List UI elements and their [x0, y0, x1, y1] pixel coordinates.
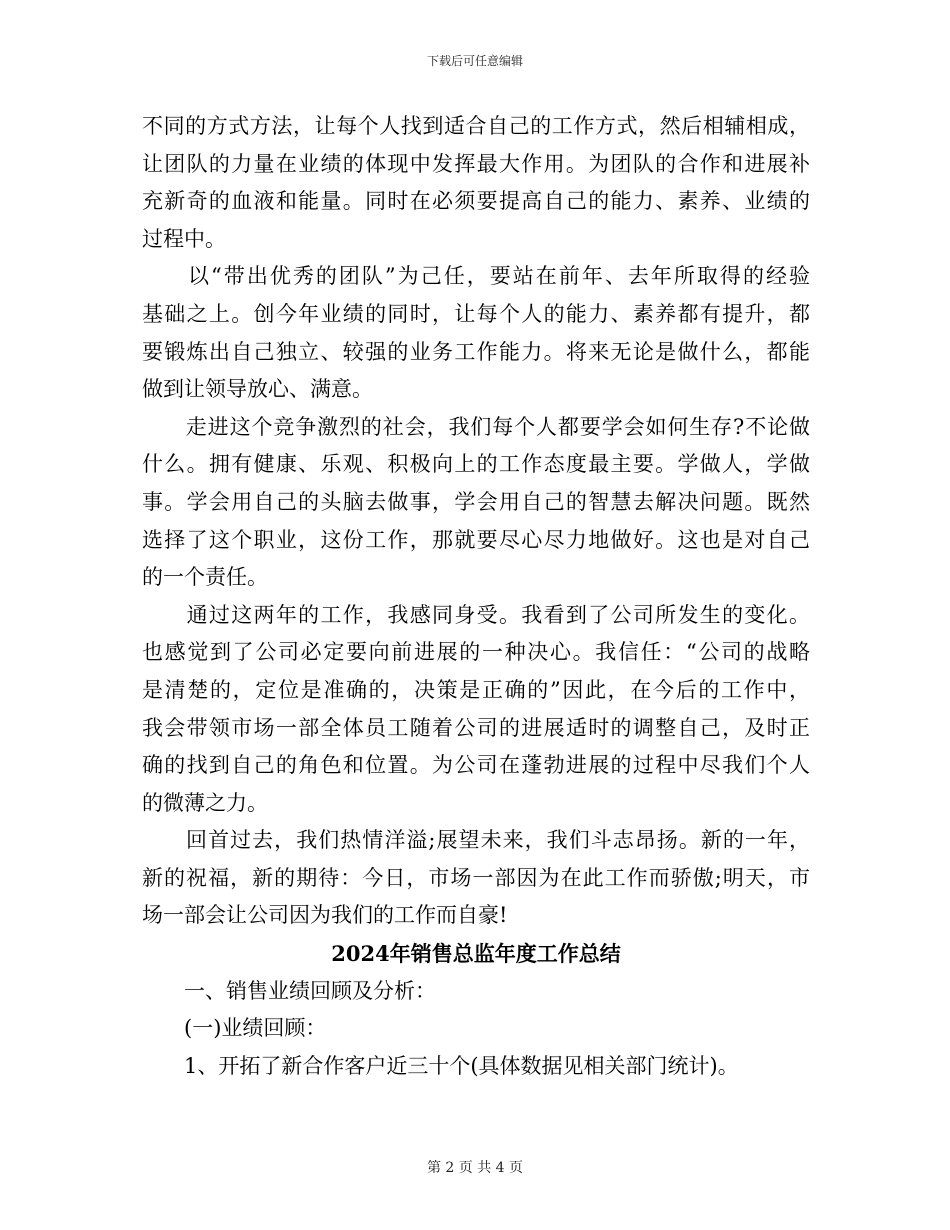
text-line: 场一部会让公司因为我们的工作而自豪! — [142, 903, 508, 928]
text-line: 不同的方式方法，让每个人找到适合自己的工作方式，然后相辅相成， — [142, 114, 810, 138]
text-line: 充新奇的血液和能量。同时在必须要提高自己的能力、素养、业绩的 — [142, 189, 810, 214]
text-line: 过程中。 — [142, 226, 226, 251]
text-line: 基础之上。创今年业绩的同时，让每个人的能力、素养都有提升，都 — [142, 301, 810, 326]
document-body — [142, 108, 810, 1085]
text-line: 新的祝福，新的期待：今日，市场一部因为在此工作而骄傲;明天，市 — [142, 865, 810, 890]
text-line: 通过这两年的工作，我感同身受。我看到了公司所发生的变化。 — [142, 602, 810, 627]
page-header: 下载后可任意编辑 — [426, 54, 523, 68]
text-line: 什么。拥有健康、乐观、积极向上的工作态度最主要。学做人，学做 — [142, 452, 810, 477]
text-line: 让团队的力量在业绩的体现中发挥最大作用。为团队的合作和进展补 — [142, 151, 810, 176]
text-line: 要锻炼出自己独立、较强的业务工作能力。将来无论是做什么，都能 — [142, 339, 810, 364]
text-line: 也感觉到了公司必定要向前进展的一种决心。我信任：“公司的战略 — [142, 640, 810, 665]
text-line: 事。学会用自己的头脑去做事，学会用自己的智慧去解决问题。既然 — [142, 489, 810, 514]
text-line: 1、开拓了新合作客户近三十个(具体数据见相关部门统计)。 — [142, 1053, 739, 1078]
section-title: 2024年销售总监年度工作总结 — [331, 941, 621, 967]
text-line: 走进这个竞争激烈的社会，我们每个人都要学会如何生存?不论做 — [142, 414, 810, 439]
text-line: 确的找到自己的角色和位置。为公司在蓬勃进展的过程中尽我们个人 — [142, 753, 810, 778]
text-line: 的微薄之力。 — [142, 790, 268, 815]
text-line: 我会带领市场一部全体员工随着公司的进展适时的调整自己，及时正 — [142, 715, 810, 740]
text-line: 做到让领导放心、满意。 — [142, 377, 373, 402]
text-line: 以“带出优秀的团队”为己任，要站在前年、去年所取得的经验 — [142, 264, 810, 289]
text-line: 一、销售业绩回顾及分析： — [142, 978, 436, 1003]
text-line: 是清楚的，定位是准确的，决策是正确的”因此，在今后的工作中， — [142, 677, 810, 702]
page-footer: 第 2 页 共 4 页 — [426, 1160, 524, 1176]
text-line: 回首过去，我们热情洋溢;展望未来，我们斗志昂扬。新的一年， — [142, 828, 810, 853]
text-line: (一)业绩回顾： — [142, 1016, 327, 1041]
text-line: 的一个责任。 — [142, 565, 268, 590]
text-line: 选择了这个职业，这份工作，那就要尽心尽力地做好。这也是对自己 — [142, 527, 810, 552]
